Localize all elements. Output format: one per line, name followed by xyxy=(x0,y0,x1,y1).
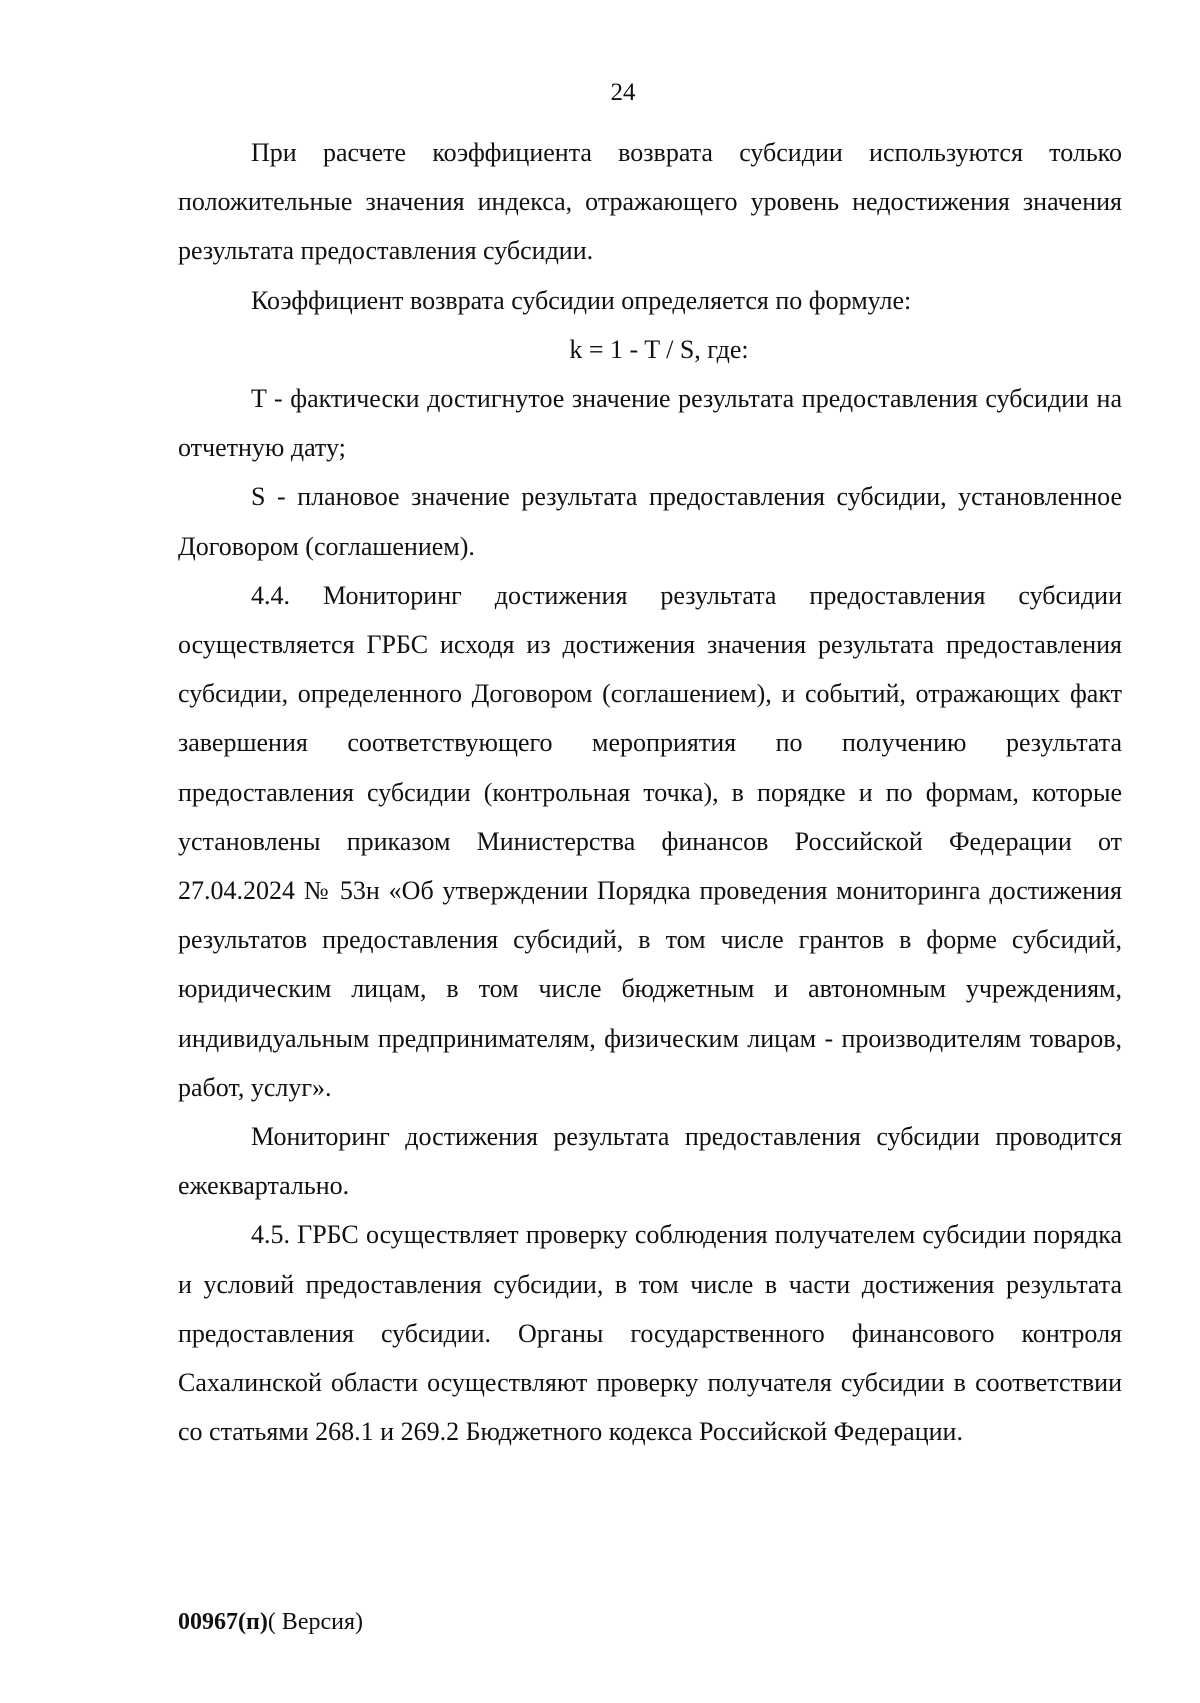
document-version: ( Версия) xyxy=(267,1609,363,1635)
paragraph-definition-t: T - фактически достигнутое значение результата предоставления субсидии на отчетную дату; xyxy=(178,384,1122,463)
formula: k = 1 - T / S, где: xyxy=(569,334,749,364)
document-code: 00967(п) xyxy=(178,1609,268,1635)
paragraph-section-4-5: 4.5. ГРБС осуществляет проверку соблюдения получателем субсидии порядка и условий предоставления субсидии, в том числе в части достижения результата предоставления субсидии. Органы государственного финансового контроля Сахалинской области осуществляют проверку получателя субсидии в соответствии со статьями 268.1 и 269.2 Бюджетного кодекса Российской Федерации. xyxy=(178,1220,1122,1447)
paragraph-section-4-4: 4.4. Мониторинг достижения результата предоставления субсидии осуществляется ГРБС исходя из достижения значения результата предоставления субсидии, определенного Договором (соглашением), и событий, отражающих факт завершения соответствующего мероприятия по получению результата предоставления субсидии (контрольная точка), в порядке и по формам, которые установлены приказом Министерства финансов Российской Федерации от 27.04.2024 № 53н «Об утверждении Порядка проведения мониторинга достижения результатов предоставления субсидий, в том числе грантов в форме субсидий, юридическим лицам, в том числе бюджетным и автономным учреждениям, индивидуальным предпринимателям, физическим лицам - производителям товаров, работ, услуг». xyxy=(178,580,1122,1102)
paragraph-monitoring-frequency: Мониторинг достижения результата предоставления субсидии проводится ежеквартально. xyxy=(178,1122,1122,1201)
page-number: 24 xyxy=(610,79,636,106)
paragraph-coefficient-note: При расчете коэффициента возврата субсидии используются только положительные значения индекса, отражающего уровень недостижения значения результата предоставления субсидии. xyxy=(178,138,1122,266)
paragraph-definition-s: S - плановое значение результата предоставления субсидии, установленное Договором (соглашением). xyxy=(178,482,1122,561)
document-footer-code xyxy=(178,1607,363,1637)
paragraph-formula-intro: Коэффициент возврата субсидии определяется по формуле: xyxy=(251,285,912,315)
document-body xyxy=(178,128,1122,1456)
